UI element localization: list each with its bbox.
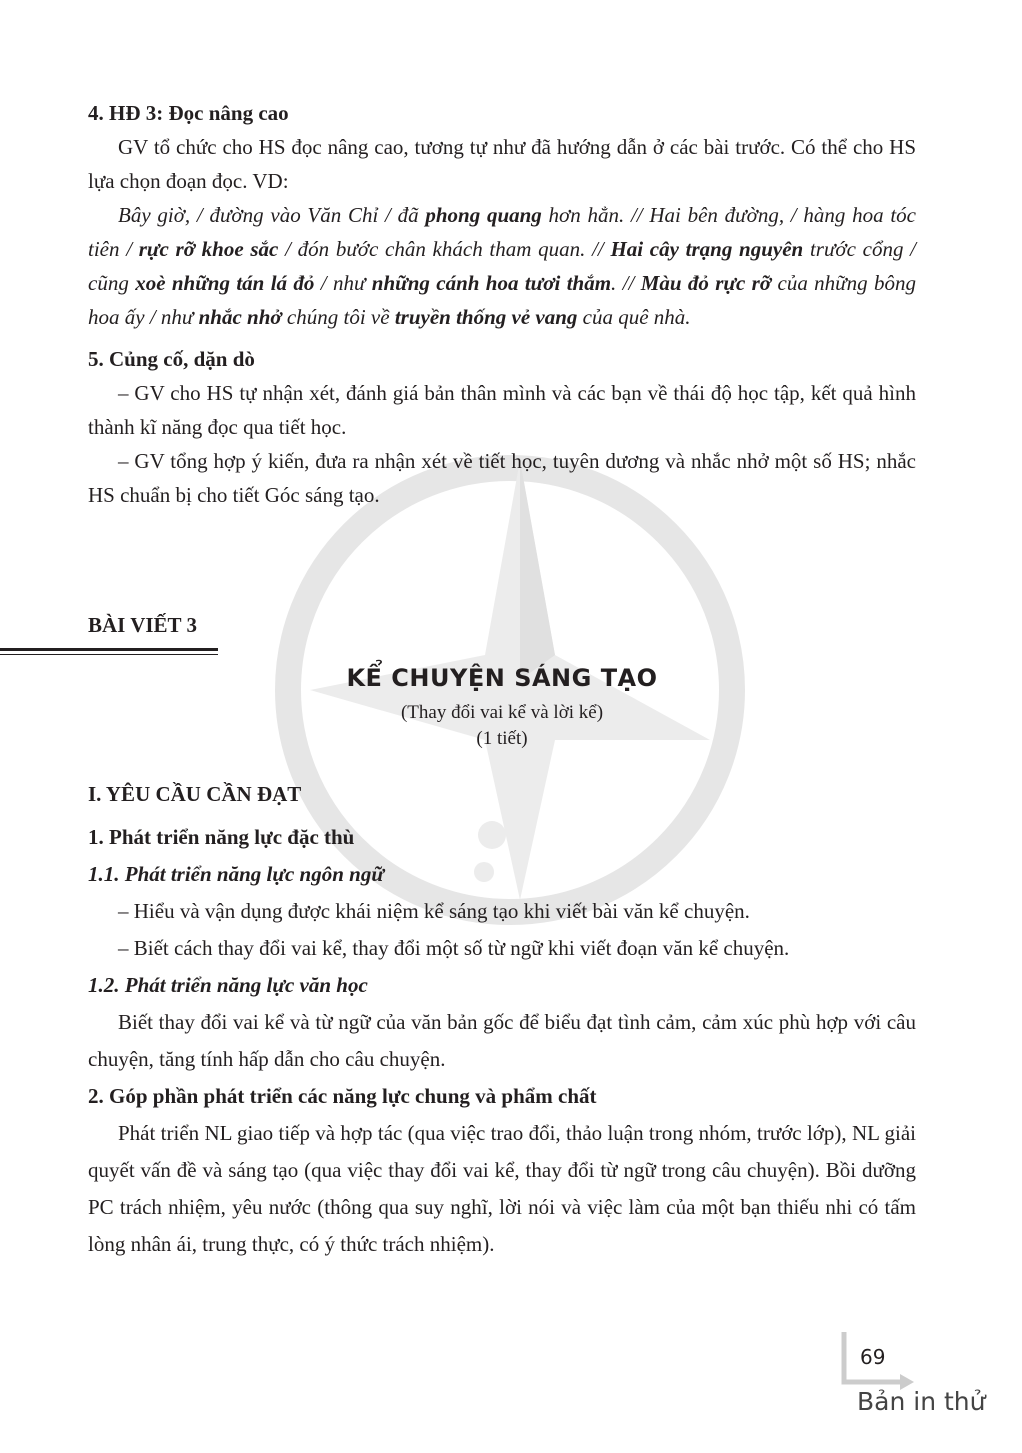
- passage-text: của những bông hoa ấy / như: [88, 271, 916, 329]
- passage-text: chúng tôi về: [281, 305, 395, 329]
- passage-emphasis: rực rỡ khoe sắc: [138, 237, 279, 261]
- requirements-sub1: 1. Phát triển năng lực đặc thù: [88, 825, 355, 849]
- passage-text: Bây giờ, / đường vào Văn Chỉ / đã: [118, 203, 426, 227]
- passage-emphasis: Hai cây trạng nguyên: [610, 237, 804, 261]
- passage-emphasis: truyền thống vẻ vang: [394, 305, 578, 329]
- requirements-sub1-2: 1.2. Phát triển năng lực văn học: [88, 973, 368, 997]
- passage-text: hơn hẳn. // Hai bên đường, / hàng hoa tóc tiên /: [88, 203, 916, 261]
- requirements-sub1-1: 1.1. Phát triển năng lực ngôn ngữ: [88, 862, 384, 886]
- hd3-intro-paragraph: GV tổ chức cho HS đọc nâng cao, tương tự như đã hướng dẫn ở các bài trước. Có thể cho HS lựa chọn đoạn đọc. VD:: [88, 135, 916, 193]
- section-heading-cung-co: 5. Củng cố, dặn dò: [88, 347, 255, 371]
- requirements-para-2: Phát triển NL giao tiếp và hợp tác (qua việc trao đổi, thảo luận trong nhóm, trước lớp), NL giải quyết vấn đề và sáng tạo (qua việc thay đổi vai kể, thay đổi từ ngữ trong câu chuyện). Bồi dưỡng PC trách nhiệm, yêu nước (thông qua suy nghĩ, lời nói và việc làm của một bạn thiếu nhi có tấm lòng nhân ái, trung thực, có ý thức trách nhiệm).: [88, 1121, 916, 1256]
- passage-text: . //: [611, 271, 641, 295]
- passage-text: / đón bước chân khách tham quan. //: [278, 237, 611, 261]
- requirements-heading: I. YÊU CẦU CẦN ĐẠT: [88, 782, 302, 806]
- passage-emphasis: xoè những tán lá đỏ: [135, 271, 315, 295]
- reading-passage: [88, 198, 916, 334]
- upper-content: [88, 96, 916, 512]
- passage-text: của quê nhà.: [577, 305, 691, 329]
- page-number: 69: [860, 1345, 886, 1369]
- lesson-title-block: [88, 660, 916, 752]
- passage-text: / như: [314, 271, 372, 295]
- lesson-title: KỂ CHUYỆN SÁNG TẠO: [346, 664, 658, 692]
- draft-label: Bản in thử: [857, 1387, 986, 1416]
- lesson-duration: (1 tiết): [476, 728, 528, 749]
- passage-emphasis: nhắc nhở: [198, 305, 282, 329]
- cung-co-item-1: – GV cho HS tự nhận xét, đánh giá bản thân mình và các bạn về thái độ học tập, kết quả hình thành kĩ năng đọc qua tiết học.: [88, 381, 916, 439]
- requirements-bullet-1: – Hiểu và vận dụng được khái niệm kể sáng tạo khi viết bài văn kể chuyện.: [118, 899, 750, 923]
- lesson-subtitle: (Thay đổi vai kể và lời kể): [400, 702, 604, 723]
- passage-text: trước cổng / cũng: [88, 237, 916, 295]
- requirements-bullet-2: – Biết cách thay đổi vai kể, thay đổi một số từ ngữ khi viết đoạn văn kể chuyện.: [118, 936, 790, 960]
- passage-emphasis: phong quang: [425, 203, 542, 227]
- cung-co-item-2: – GV tổng hợp ý kiến, đưa ra nhận xét về tiết học, tuyên dương và nhắc nhở một số HS; nhắc HS chuẩn bị cho tiết Góc sáng tạo.: [88, 449, 916, 507]
- section-heading-hd3: 4. HĐ 3: Đọc nâng cao: [88, 101, 289, 125]
- passage-emphasis: Màu đỏ rực rỡ: [640, 271, 772, 295]
- requirements-section: [88, 776, 916, 1263]
- requirements-para-1-2: Biết thay đổi vai kể và từ ngữ của văn bản gốc để biểu đạt tình cảm, cảm xúc phù hợp với câu chuyện, tăng tính hấp dẫn cho câu chuyện.: [88, 1010, 916, 1071]
- requirements-sub2: 2. Góp phần phát triển các năng lực chung và phẩm chất: [88, 1084, 597, 1108]
- lesson-rule-thick: [0, 648, 218, 651]
- lesson-label: BÀI VIẾT 3: [88, 613, 197, 637]
- passage-emphasis: những cánh hoa tươi thắm: [371, 271, 612, 295]
- lesson-rule-thin: [0, 654, 218, 655]
